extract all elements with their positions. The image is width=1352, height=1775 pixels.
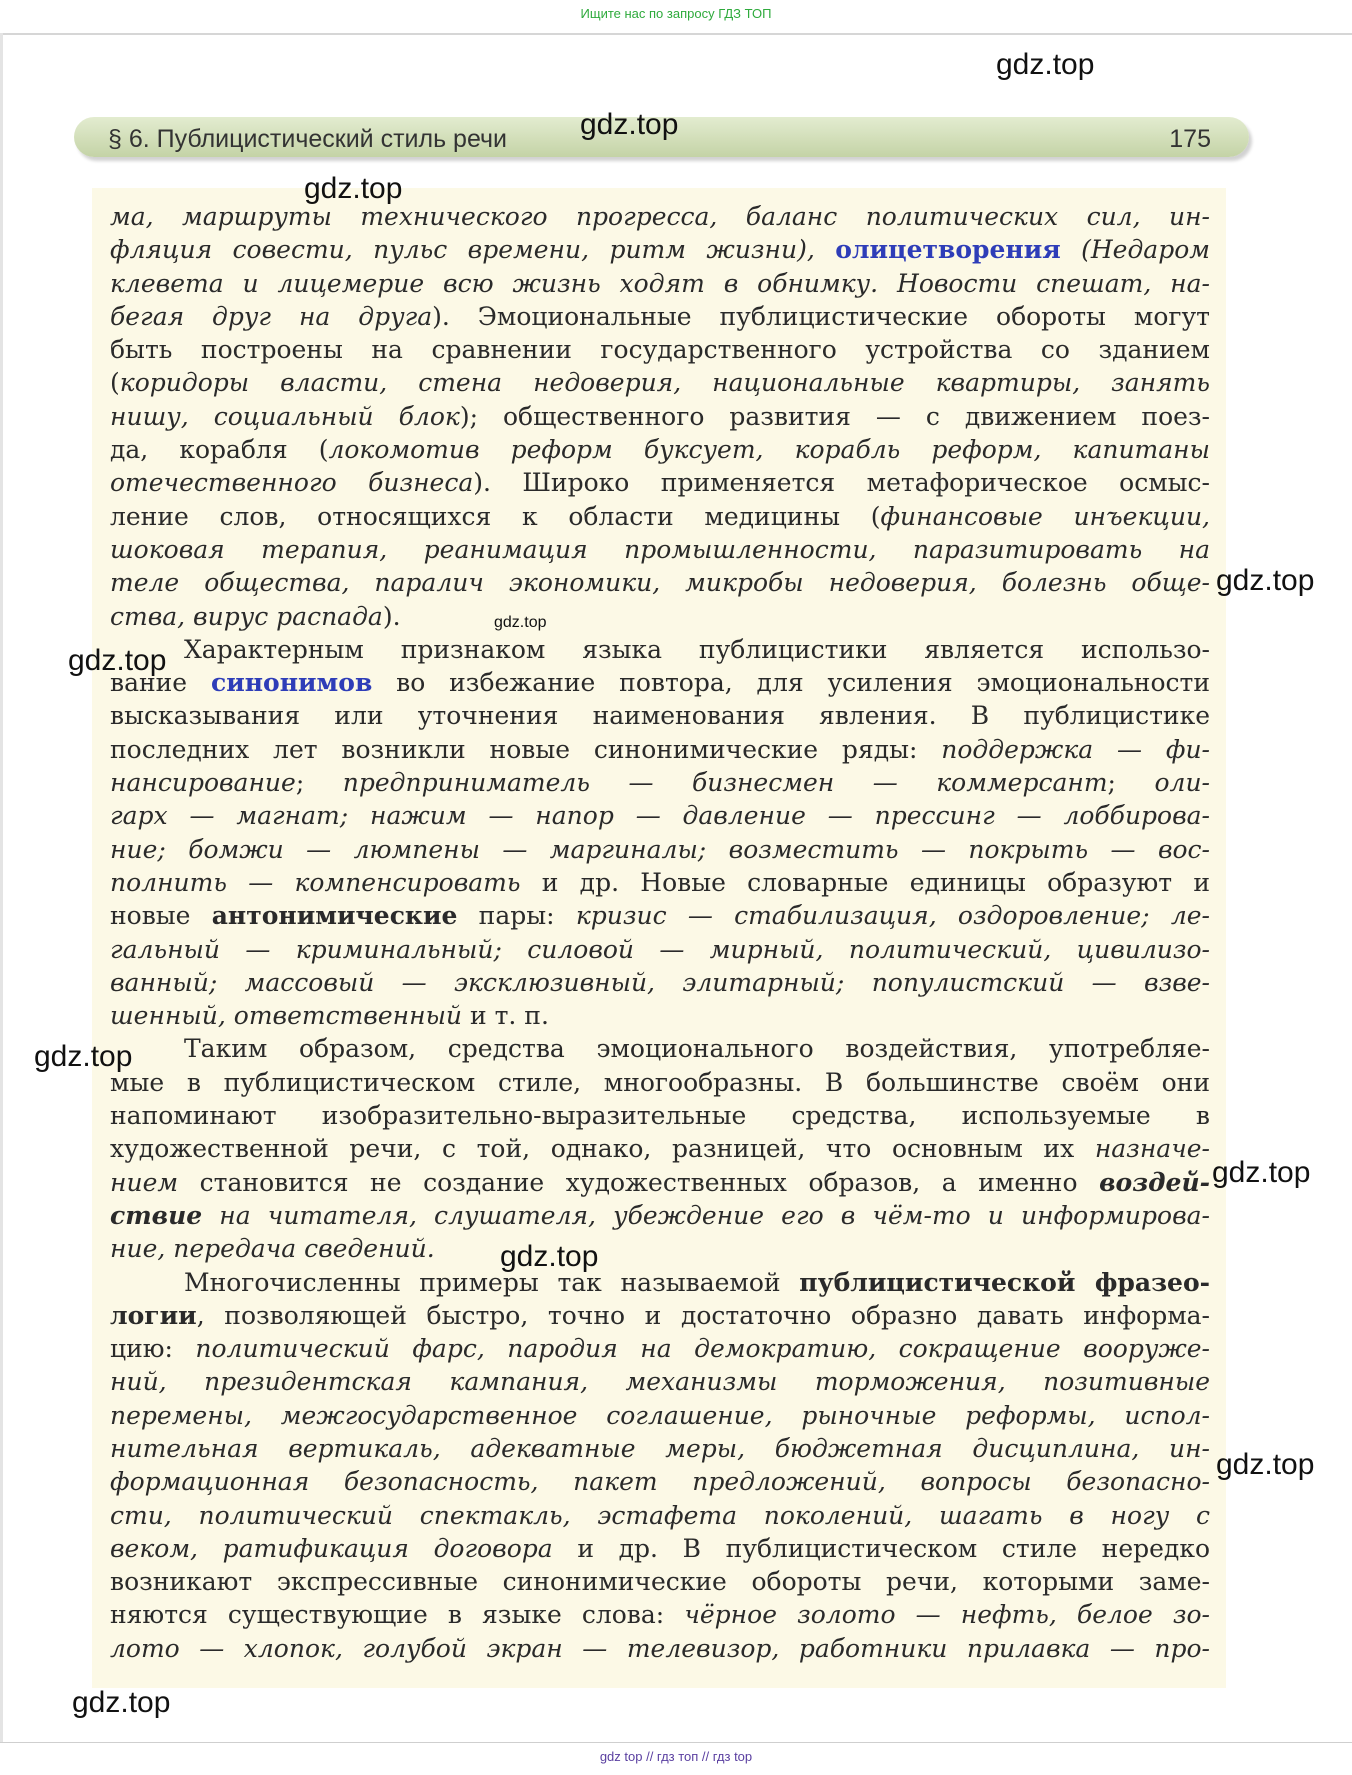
text-line: ма, маршруты технического прогресса, баланс политических сил, ин- [110, 202, 1210, 231]
text-run: художественной речи, с той, однако, разницей, что основным их [110, 1134, 1095, 1164]
text-run: отечественного бизнеса [110, 468, 474, 498]
text-run: ). Широко применяется метафорическое осмыс- [473, 468, 1210, 498]
text-run: логии [110, 1300, 197, 1330]
watermark: gdz.top [500, 1240, 599, 1273]
text-line [110, 433, 1210, 466]
text-run: , позволяющей быстро, точно и достаточно образно давать информа- [196, 1300, 1210, 1330]
text-line [110, 1132, 1210, 1165]
text-line [110, 1299, 1210, 1332]
text-run: и т. п. [462, 1001, 549, 1031]
text-run: ствие [110, 1200, 203, 1230]
text-line: высказывания или уточнения наименования явления. В публицистике [110, 701, 1210, 731]
footer-links[interactable]: gdz top // гдз топ // гдз top [599, 1749, 753, 1764]
text-run: фляция совести, пульс времени, ритм жизни), [110, 235, 836, 265]
text-run: чёрное золото — нефть, белое зо- [684, 1600, 1210, 1630]
term-antonymic: антонимические [211, 901, 458, 931]
text-run: и др. В публицистическом стиле нередко [552, 1533, 1210, 1563]
text-line [110, 1532, 1210, 1565]
watermark: gdz.top [996, 48, 1095, 81]
text-run: няются существующие в языке слова: [110, 1600, 685, 1630]
text-line [110, 866, 1210, 899]
text-line: ние; бомжи — люмпены — маргиналы; возместить — покрыть — вос- [110, 834, 1210, 864]
text-run: ление слов, относящихся к области медицины ( [110, 501, 881, 531]
text-line: сти, политический спектакль, эстафета поколений, шагать в ногу с [110, 1500, 1210, 1530]
text-run: оли- [1154, 768, 1210, 798]
left-border [0, 33, 3, 1743]
text-run: назначе- [1094, 1134, 1210, 1164]
term-phraseology: публицистической фразео- [799, 1267, 1210, 1297]
term-synonyms: синонимов [210, 668, 373, 698]
text-line [110, 1199, 1210, 1232]
text-run: поддержка — фи- [941, 734, 1210, 764]
text-run: пары: [457, 901, 576, 931]
text-run: коридоры власти, стена недоверия, национальные квартиры, занять [119, 368, 1210, 398]
watermark: gdz.top [34, 1040, 133, 1073]
text-line [110, 366, 1210, 399]
text-line [110, 466, 1210, 499]
text-run: воздей- [1099, 1167, 1210, 1197]
text-run: ства, вирус распада [110, 601, 383, 631]
text-line: клевета и лицемерие всю жизнь ходят в обнимку. Новости спешат, на- [110, 268, 1210, 298]
text-line [110, 300, 1210, 333]
text-line [110, 500, 1210, 533]
text-line: гарх — магнат; нажим — напор — давление — прессинг — лоббирова- [110, 801, 1210, 831]
text-line [110, 899, 1210, 932]
text-line: ний, президентская кампания, механизмы торможения, позитивные [110, 1367, 1210, 1397]
watermark: gdz.top [494, 614, 547, 631]
text-run: ; [295, 768, 343, 798]
text-run: ). [382, 601, 401, 631]
text-run: финансовые инъекции, [880, 501, 1210, 531]
text-run: кризис — стабилизация, оздоровление; ле- [575, 901, 1210, 931]
watermark: gdz.top [68, 644, 167, 677]
text-line: теле общества, паралич экономики, микробы недоверия, болезнь обще- [110, 568, 1210, 598]
text-run: и др. Новые словарные единицы образуют и [520, 867, 1210, 897]
text-line: Таким образом, средства эмоционального воздействия, употребляе- [184, 1034, 1210, 1064]
top-divider [0, 33, 1352, 35]
text-run: бегая друг на друга [110, 301, 433, 331]
watermark: gdz.top [1216, 1448, 1315, 1481]
text-run: последних лет возникли новые синонимические ряды: [110, 734, 942, 764]
text-line [110, 1332, 1210, 1365]
text-run: ; [1107, 768, 1155, 798]
term-personification: олицетворения [835, 235, 1061, 265]
text-line: гальный — криминальный; силовой — мирный, политический, цивилизо- [110, 934, 1210, 964]
text-line: мые в публицистическом стиле, многообразны. В большинстве своём они [110, 1067, 1210, 1097]
text-run: нансирование [110, 768, 296, 798]
text-line [110, 766, 1210, 799]
text-run: на читателя, слушателя, убеждение его в чём-то и информирова- [202, 1200, 1210, 1230]
text-line: шоковая терапия, реанимация промышленности, паразитировать на [110, 534, 1210, 564]
text-run: нишу, социальный блок [110, 401, 460, 431]
text-run: (Недаром [1060, 235, 1210, 265]
text-line [110, 400, 1210, 433]
text-line: ванный; массовый — эксклюзивный, элитарный; популистский — взве- [110, 967, 1210, 997]
text-line [110, 666, 1210, 699]
watermark: gdz.top [580, 108, 679, 141]
text-line [110, 600, 1210, 633]
text-line: возникают экспрессивные синонимические обороты речи, которыми заме- [110, 1567, 1210, 1597]
text-line [110, 733, 1210, 766]
page-text [110, 200, 1210, 1665]
text-run: нием [110, 1167, 179, 1197]
text-line: формационная безопасность, пакет предложений, вопросы безопасно- [110, 1467, 1210, 1497]
text-run: становится не создание художественных образов, а именно [178, 1167, 1100, 1197]
text-line [110, 1266, 1210, 1299]
text-run: новые [110, 901, 212, 931]
watermark: gdz.top [72, 1686, 171, 1719]
text-run: да, корабля ( [110, 435, 329, 465]
text-line: ние, передача сведений. [110, 1234, 435, 1264]
text-run: во избежание повтора, для усиления эмоциональности [372, 668, 1210, 698]
text-run: шенный, ответственный [110, 1001, 463, 1031]
text-line: нительная вертикаль, адекватные меры, бюджетная дисциплина, ин- [110, 1433, 1210, 1463]
top-banner[interactable]: Ищите нас по запросу ГДЗ ТОП [580, 6, 772, 21]
text-line: перемены, межгосударственное соглашение, рыночные реформы, испол- [110, 1400, 1210, 1430]
text-line: Характерным признаком языка публицистики является использо- [184, 634, 1210, 664]
text-run: ). Эмоциональные публицистические обороты могут [432, 301, 1210, 331]
text-line: напоминают изобразительно-выразительные средства, используемые в [110, 1101, 1210, 1131]
watermark: gdz.top [1212, 1156, 1311, 1189]
section-title: § 6. Публицистический стиль речи [108, 125, 508, 153]
text-run: цию: [110, 1334, 196, 1364]
watermark: gdz.top [304, 172, 403, 205]
text-run: предприниматель — бизнесмен — коммерсант [342, 768, 1108, 798]
text-run: политический фарс, пародия на демократию, сокращение вооруже- [195, 1334, 1210, 1364]
text-run: полнить — компенсировать [110, 867, 521, 897]
text-run: веком, ратификация договора [110, 1533, 553, 1563]
text-line [110, 999, 1210, 1032]
text-line: лото — хлопок, голубой экран — телевизор, работники прилавка — про- [110, 1633, 1210, 1663]
text-run: вание [110, 668, 211, 698]
text-line [110, 233, 1210, 266]
text-line: быть построены на сравнении государственного устройства со зданием [110, 335, 1210, 365]
bottom-divider [0, 1742, 1352, 1743]
watermark: gdz.top [1216, 564, 1315, 597]
text-line [110, 1598, 1210, 1631]
page-number: 175 [1169, 125, 1211, 153]
text-run: локомотив реформ буксует, корабль реформ, капитаны [328, 435, 1210, 465]
text-run: ); общественного развития — с движением поез- [459, 401, 1210, 431]
text-run: Многочисленны примеры так называемой [184, 1267, 800, 1297]
text-run: ( [110, 368, 120, 398]
text-line [110, 1166, 1210, 1199]
